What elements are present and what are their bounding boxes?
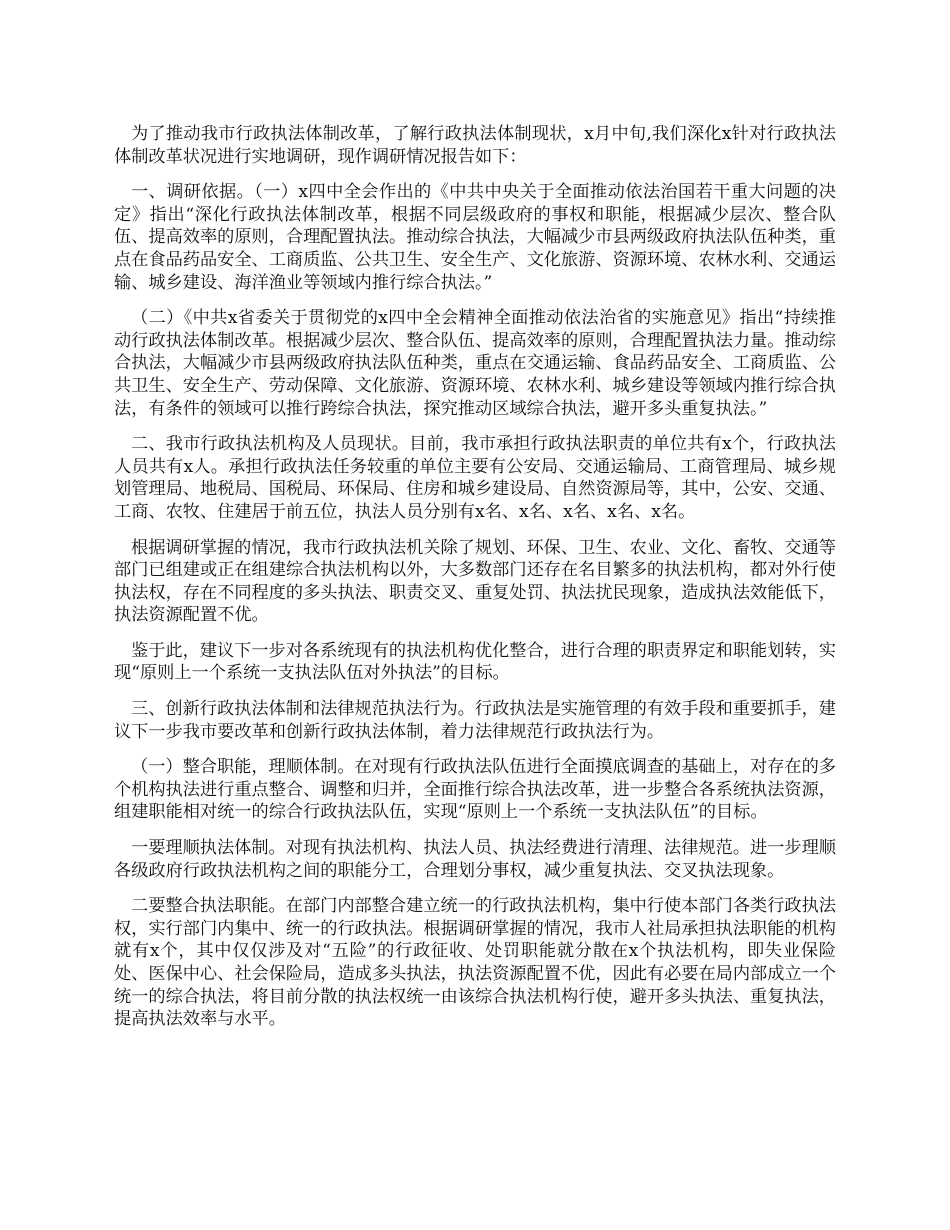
paragraph-point-2: 二要整合执法职能。在部门内部整合建立统一的行政执法机构，集中行使本部门各类行政执法权，实行部门内集中、统一的行政执法。根据调研掌握的情况，我市人社局承担执法职能的机构就有x个，其中仅仅涉及对“五险”的行政征收、处罚职能就分散在x个执法机构，即失业保险处、医保中心、社会保险局，造成多头执法，执法资源配置不优，因此有必要在局内部成立一个统一的综合执法，将目前分散的执法权统一由该综合执法机构行使，避开多头执法、重复执法，提高执法效率与水平。 <box>114 896 836 1030</box>
paragraph-intro: 为了推动我市行政执法体制改革，了解行政执法体制现状，x月中旬,我们深化x针对行政执法体制改革状况进行实地调研，现作调研情况报告如下： <box>114 124 836 167</box>
paragraph-recommendation: 鉴于此，建议下一步对各系统现有的执法机构优化整合，进行合理的职责界定和职能划转，实现“原则上一个系统一支执法队伍对外执法”的目标。 <box>114 640 836 684</box>
paragraph-section-1-sub-2: （二）《中共x省委关于贯彻党的x四中全会精神全面推动依法治省的实施意见》指出“持续推动行政执法体制改革。根据减少层次、整合队伍、提高效率的原则，合理配置执法力量。推动综合执法，大幅减少市县两级政府执法队伍种类，重点在交通运输、食品药品安全、工商质监、公共卫生、安全生产、劳动保障、文化旅游、资源环境、农林水利、城乡建设等领域内推行综合执法，有条件的领域可以推行跨综合执法，探究推动区域综合执法，避开多头重复执法。” <box>114 308 836 419</box>
paragraph-point-1: 一要理顺执法体制。对现有执法机构、执法人员、执法经费进行清理、法律规范。进一步理顺各级政府行政执法机构之间的职能分工，合理划分事权，减少重复执法、交叉执法现象。 <box>114 838 836 881</box>
paragraph-section-1-basis: 一、调研依据。（一）x四中全会作出的《中共中央关于全面推动依法治国若干重大问题的决定》指出“深化行政执法体制改革，根据不同层级政府的事权和职能，根据减少层次、整合队伍、提高效率的原则，合理配置执法。推动综合执法，大幅减少市县两级政府执法队伍种类，重点在食品药品安全、工商质监、公共卫生、安全生产、文化旅游、资源环境、农林水利、交通运输、城乡建设、海洋渔业等领域内推行综合执法。” <box>114 182 836 293</box>
paragraph-survey-findings: 根据调研掌握的情况，我市行政执法机关除了规划、环保、卫生、农业、文化、畜牧、交通等部门已组建或正在组建综合执法机构以外，大多数部门还存在名目繁多的执法机构，都对外行使执法权，存在不同程度的多头执法、职责交叉、重复处罚、执法扰民现象，造成执法效能低下，执法资源配置不优。 <box>114 537 836 626</box>
paragraph-section-2-status: 二、我市行政执法机构及人员现状。目前，我市承担行政执法职责的单位共有x个，行政执法人员共有x人。承担行政执法任务较重的单位主要有公安局、交通运输局、工商管理局、城乡规划管理局、地税局、国税局、环保局、住房和城乡建设局、自然资源局等，其中，公安、交通、工商、农牧、住建居于前五位，执法人员分别有x名、x名、x名、x名、x名。 <box>114 434 836 522</box>
paragraph-section-3-innovation: 三、创新行政执法体制和法律规范执法行为。行政执法是实施管理的有效手段和重要抓手，建议下一步我市要改革和创新行政执法体制，着力法律规范行政执法行为。 <box>114 699 836 742</box>
paragraph-section-3-sub-1: （一）整合职能，理顺体制。在对现有行政执法队伍进行全面摸底调查的基础上，对存在的多个机构执法进行重点整合、调整和归并，全面推行综合执法改革，进一步整合各系统执法资源，组建职能相对统一的综合行政执法队伍，实现“原则上一个系统一支执法队伍”的目标。 <box>114 757 836 823</box>
